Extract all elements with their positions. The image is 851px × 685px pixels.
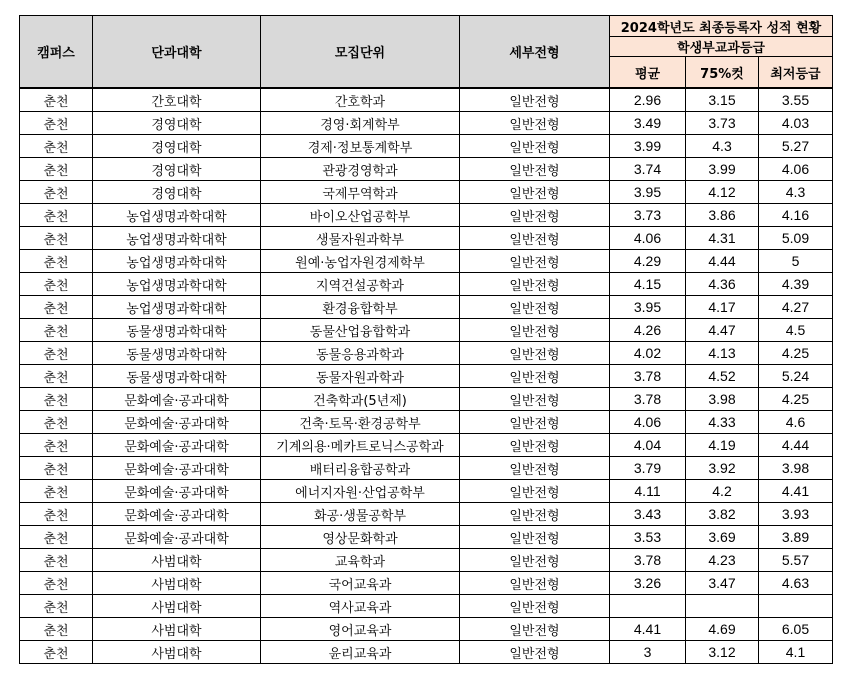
- table-row: [20, 227, 833, 250]
- cell-unit: 원예·농업자원경제학부: [261, 250, 460, 273]
- header-75-cut: 75%컷: [686, 57, 759, 89]
- cell-75-cut: 4.3: [686, 135, 759, 158]
- table-row: [20, 365, 833, 388]
- cell-unit: 기계의용·메카트로닉스공학과: [261, 434, 460, 457]
- cell-unit: 건축·토목·환경공학부: [261, 411, 460, 434]
- cell-min-grade: 4.6: [759, 411, 833, 434]
- table-row: [20, 88, 833, 112]
- cell-average: 3.95: [610, 181, 686, 204]
- cell-min-grade: 4.16: [759, 204, 833, 227]
- cell-college: 농업생명과학대학: [93, 227, 261, 250]
- header-campus: 캠퍼스: [20, 16, 93, 89]
- header-grade-group: 학생부교과등급: [610, 37, 833, 57]
- cell-75-cut: 3.69: [686, 526, 759, 549]
- cell-min-grade: 4.3: [759, 181, 833, 204]
- cell-average: 4.11: [610, 480, 686, 503]
- cell-college: 사범대학: [93, 618, 261, 641]
- cell-75-cut: 3.15: [686, 88, 759, 112]
- cell-college: 문화예술·공과대학: [93, 388, 261, 411]
- cell-average: 3.74: [610, 158, 686, 181]
- cell-type: 일반전형: [460, 618, 610, 641]
- cell-75-cut: 4.69: [686, 618, 759, 641]
- cell-average: 4.06: [610, 227, 686, 250]
- cell-campus: 춘천: [20, 480, 93, 503]
- cell-average: 3: [610, 641, 686, 664]
- table-row: [20, 503, 833, 526]
- cell-college: 동물생명과학대학: [93, 319, 261, 342]
- cell-min-grade: 3.93: [759, 503, 833, 526]
- cell-unit: 동물산업융합학과: [261, 319, 460, 342]
- cell-campus: 춘천: [20, 342, 93, 365]
- cell-campus: 춘천: [20, 112, 93, 135]
- cell-college: 문화예술·공과대학: [93, 411, 261, 434]
- cell-college: 문화예술·공과대학: [93, 457, 261, 480]
- table-row: [20, 342, 833, 365]
- cell-75-cut: 3.92: [686, 457, 759, 480]
- cell-type: 일반전형: [460, 388, 610, 411]
- cell-min-grade: 4.5: [759, 319, 833, 342]
- cell-unit: 윤리교육과: [261, 641, 460, 664]
- cell-unit: 지역건설공학과: [261, 273, 460, 296]
- cell-unit: 역사교육과: [261, 595, 460, 618]
- cell-average: 3.78: [610, 365, 686, 388]
- cell-college: 사범대학: [93, 595, 261, 618]
- cell-average: 4.29: [610, 250, 686, 273]
- cell-type: 일반전형: [460, 181, 610, 204]
- cell-type: 일반전형: [460, 595, 610, 618]
- cell-type: 일반전형: [460, 342, 610, 365]
- cell-college: 사범대학: [93, 549, 261, 572]
- cell-college: 농업생명과학대학: [93, 250, 261, 273]
- table-row: [20, 135, 833, 158]
- cell-campus: 춘천: [20, 135, 93, 158]
- cell-average: [610, 595, 686, 618]
- cell-min-grade: 4.03: [759, 112, 833, 135]
- cell-75-cut: 4.13: [686, 342, 759, 365]
- cell-type: 일반전형: [460, 411, 610, 434]
- cell-college: 농업생명과학대학: [93, 296, 261, 319]
- cell-type: 일반전형: [460, 227, 610, 250]
- cell-average: 3.99: [610, 135, 686, 158]
- table-title: 2024학년도 최종등록자 성적 현황: [610, 16, 833, 37]
- cell-college: 문화예술·공과대학: [93, 503, 261, 526]
- table-row: [20, 181, 833, 204]
- cell-campus: 춘천: [20, 227, 93, 250]
- cell-unit: 경영·회계학부: [261, 112, 460, 135]
- cell-min-grade: 4.63: [759, 572, 833, 595]
- cell-college: 농업생명과학대학: [93, 204, 261, 227]
- table-row: [20, 595, 833, 618]
- cell-min-grade: 3.55: [759, 88, 833, 112]
- cell-75-cut: 4.19: [686, 434, 759, 457]
- cell-75-cut: 4.12: [686, 181, 759, 204]
- cell-unit: 영상문화학과: [261, 526, 460, 549]
- cell-type: 일반전형: [460, 365, 610, 388]
- cell-unit: 간호학과: [261, 88, 460, 112]
- cell-type: 일반전형: [460, 457, 610, 480]
- cell-average: 3.43: [610, 503, 686, 526]
- cell-college: 문화예술·공과대학: [93, 434, 261, 457]
- table-row: [20, 618, 833, 641]
- cell-type: 일반전형: [460, 250, 610, 273]
- cell-average: 3.26: [610, 572, 686, 595]
- cell-unit: 에너지자원·산업공학부: [261, 480, 460, 503]
- cell-min-grade: [759, 595, 833, 618]
- cell-campus: 춘천: [20, 526, 93, 549]
- cell-type: 일반전형: [460, 319, 610, 342]
- cell-min-grade: 4.39: [759, 273, 833, 296]
- cell-type: 일반전형: [460, 480, 610, 503]
- cell-type: 일반전형: [460, 296, 610, 319]
- cell-unit: 경제·정보통계학부: [261, 135, 460, 158]
- cell-average: 4.26: [610, 319, 686, 342]
- table-row: [20, 204, 833, 227]
- cell-type: 일반전형: [460, 526, 610, 549]
- cell-min-grade: 5: [759, 250, 833, 273]
- cell-75-cut: 4.17: [686, 296, 759, 319]
- cell-unit: 관광경영학과: [261, 158, 460, 181]
- cell-unit: 바이오산업공학부: [261, 204, 460, 227]
- cell-campus: 춘천: [20, 181, 93, 204]
- cell-campus: 춘천: [20, 549, 93, 572]
- table-row: [20, 572, 833, 595]
- cell-min-grade: 4.25: [759, 342, 833, 365]
- cell-min-grade: 5.09: [759, 227, 833, 250]
- cell-75-cut: 4.47: [686, 319, 759, 342]
- cell-min-grade: 4.44: [759, 434, 833, 457]
- table-row: [20, 388, 833, 411]
- cell-type: 일반전형: [460, 572, 610, 595]
- cell-75-cut: 4.23: [686, 549, 759, 572]
- table-row: [20, 250, 833, 273]
- cell-75-cut: 4.33: [686, 411, 759, 434]
- cell-college: 사범대학: [93, 572, 261, 595]
- cell-campus: 춘천: [20, 641, 93, 664]
- cell-campus: 춘천: [20, 411, 93, 434]
- cell-75-cut: 3.47: [686, 572, 759, 595]
- table-row: [20, 273, 833, 296]
- cell-75-cut: 3.86: [686, 204, 759, 227]
- cell-min-grade: 4.06: [759, 158, 833, 181]
- cell-min-grade: 4.27: [759, 296, 833, 319]
- cell-campus: 춘천: [20, 158, 93, 181]
- cell-min-grade: 4.1: [759, 641, 833, 664]
- cell-average: 3.79: [610, 457, 686, 480]
- header-min-grade: 최저등급: [759, 57, 833, 89]
- cell-campus: 춘천: [20, 365, 93, 388]
- cell-college: 경영대학: [93, 158, 261, 181]
- cell-college: 동물생명과학대학: [93, 342, 261, 365]
- table-row: [20, 457, 833, 480]
- cell-min-grade: 5.24: [759, 365, 833, 388]
- cell-average: 4.04: [610, 434, 686, 457]
- cell-75-cut: 3.99: [686, 158, 759, 181]
- cell-college: 동물생명과학대학: [93, 365, 261, 388]
- cell-average: 4.41: [610, 618, 686, 641]
- cell-min-grade: 4.41: [759, 480, 833, 503]
- cell-unit: 동물자원과학과: [261, 365, 460, 388]
- cell-unit: 국제무역학과: [261, 181, 460, 204]
- cell-unit: 교육학과: [261, 549, 460, 572]
- cell-75-cut: 4.2: [686, 480, 759, 503]
- table-row: [20, 319, 833, 342]
- cell-unit: 건축학과(5년제): [261, 388, 460, 411]
- cell-average: 3.53: [610, 526, 686, 549]
- cell-college: 농업생명과학대학: [93, 273, 261, 296]
- table-row: [20, 641, 833, 664]
- cell-campus: 춘천: [20, 595, 93, 618]
- cell-75-cut: 3.73: [686, 112, 759, 135]
- cell-unit: 화공·생물공학부: [261, 503, 460, 526]
- cell-average: 4.02: [610, 342, 686, 365]
- table-row: [20, 296, 833, 319]
- table-row: [20, 480, 833, 503]
- cell-type: 일반전형: [460, 641, 610, 664]
- cell-college: 경영대학: [93, 135, 261, 158]
- cell-unit: 국어교육과: [261, 572, 460, 595]
- cell-min-grade: 5.27: [759, 135, 833, 158]
- cell-college: 문화예술·공과대학: [93, 480, 261, 503]
- grade-table: [19, 15, 833, 664]
- cell-75-cut: 4.36: [686, 273, 759, 296]
- cell-college: 간호대학: [93, 88, 261, 112]
- cell-min-grade: 5.57: [759, 549, 833, 572]
- cell-campus: 춘천: [20, 204, 93, 227]
- cell-type: 일반전형: [460, 135, 610, 158]
- cell-type: 일반전형: [460, 158, 610, 181]
- cell-average: 4.15: [610, 273, 686, 296]
- cell-75-cut: [686, 595, 759, 618]
- cell-75-cut: 3.82: [686, 503, 759, 526]
- cell-college: 경영대학: [93, 112, 261, 135]
- cell-average: 4.06: [610, 411, 686, 434]
- cell-average: 2.96: [610, 88, 686, 112]
- cell-campus: 춘천: [20, 319, 93, 342]
- cell-type: 일반전형: [460, 112, 610, 135]
- header-average: 평균: [610, 57, 686, 89]
- header-unit: 모집단위: [261, 16, 460, 89]
- cell-min-grade: 3.89: [759, 526, 833, 549]
- cell-unit: 생물자원과학부: [261, 227, 460, 250]
- cell-average: 3.95: [610, 296, 686, 319]
- header-type: 세부전형: [460, 16, 610, 89]
- cell-type: 일반전형: [460, 204, 610, 227]
- cell-type: 일반전형: [460, 273, 610, 296]
- cell-type: 일반전형: [460, 88, 610, 112]
- cell-75-cut: 3.98: [686, 388, 759, 411]
- grade-report-sheet: [19, 15, 833, 664]
- cell-unit: 영어교육과: [261, 618, 460, 641]
- cell-average: 3.78: [610, 549, 686, 572]
- cell-75-cut: 4.52: [686, 365, 759, 388]
- cell-campus: 춘천: [20, 503, 93, 526]
- cell-min-grade: 4.25: [759, 388, 833, 411]
- cell-campus: 춘천: [20, 572, 93, 595]
- table-row: [20, 526, 833, 549]
- cell-average: 3.73: [610, 204, 686, 227]
- cell-college: 경영대학: [93, 181, 261, 204]
- table-row: [20, 158, 833, 181]
- table-body: [20, 88, 833, 664]
- cell-average: 3.49: [610, 112, 686, 135]
- cell-75-cut: 4.44: [686, 250, 759, 273]
- cell-75-cut: 3.12: [686, 641, 759, 664]
- cell-type: 일반전형: [460, 549, 610, 572]
- table-row: [20, 411, 833, 434]
- cell-min-grade: 3.98: [759, 457, 833, 480]
- cell-average: 3.78: [610, 388, 686, 411]
- cell-college: 문화예술·공과대학: [93, 526, 261, 549]
- cell-type: 일반전형: [460, 503, 610, 526]
- cell-campus: 춘천: [20, 388, 93, 411]
- cell-campus: 춘천: [20, 618, 93, 641]
- cell-campus: 춘천: [20, 434, 93, 457]
- cell-campus: 춘천: [20, 457, 93, 480]
- cell-campus: 춘천: [20, 273, 93, 296]
- cell-campus: 춘천: [20, 88, 93, 112]
- cell-type: 일반전형: [460, 434, 610, 457]
- table-row: [20, 112, 833, 135]
- cell-college: 사범대학: [93, 641, 261, 664]
- cell-75-cut: 4.31: [686, 227, 759, 250]
- cell-campus: 춘천: [20, 296, 93, 319]
- header-college: 단과대학: [93, 16, 261, 89]
- table-row: [20, 434, 833, 457]
- cell-campus: 춘천: [20, 250, 93, 273]
- table-row: [20, 549, 833, 572]
- cell-unit: 배터리융합공학과: [261, 457, 460, 480]
- cell-unit: 환경융합학부: [261, 296, 460, 319]
- table-header: [20, 16, 833, 89]
- cell-min-grade: 6.05: [759, 618, 833, 641]
- cell-unit: 동물응용과학과: [261, 342, 460, 365]
